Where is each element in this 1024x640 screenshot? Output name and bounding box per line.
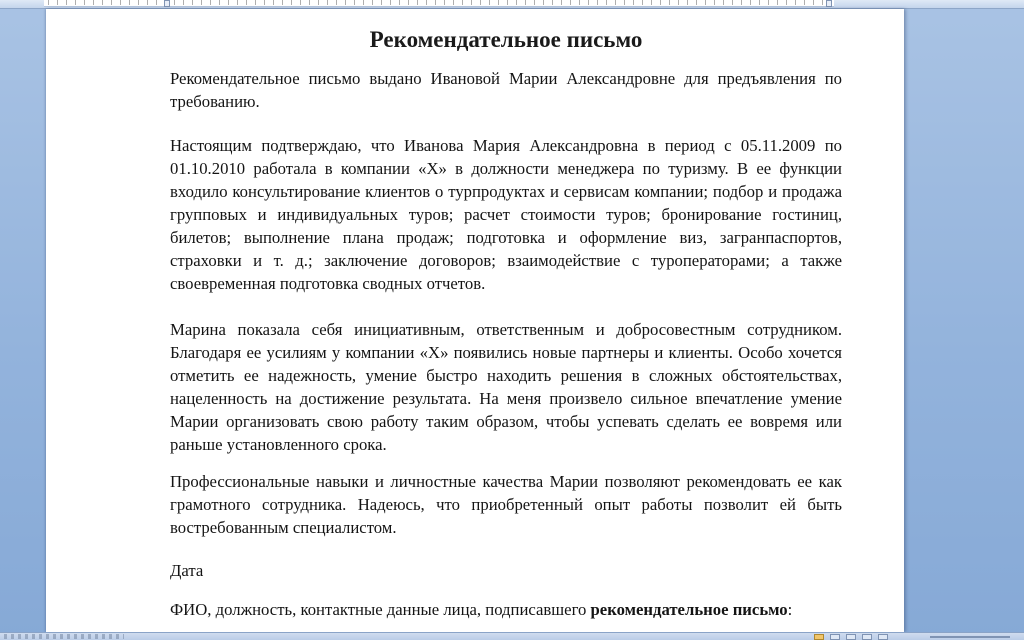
paragraph-qualities: Марина показала себя инициативным, ответственным и добросовестным сотрудником. Благодаря ее усилиям у компании «Х» появились новые партнеры и клиенты. Особо хочется отметить ее надежность, умение быстро находить решения в сложных обстоятельствах, нацеленность на достижение результата. На меня произвело сильное впечатление умение Марии организовать свою работу таким образом, чтобы успевать сделать ее вовремя или раньше установленного срока.	[170, 320, 842, 454]
date-label: Дата	[170, 561, 204, 580]
draft-view-icon[interactable]	[878, 634, 888, 640]
right-indent-marker[interactable]	[826, 0, 832, 7]
horizontal-ruler[interactable]	[0, 0, 1024, 9]
status-info	[4, 634, 124, 639]
signature-suffix: :	[787, 600, 793, 619]
paragraph-intro: Рекомендательное письмо выдано Ивановой Марии Александровне для предъявления по требованию.	[170, 69, 842, 111]
left-indent-marker[interactable]	[164, 0, 170, 7]
status-bar	[0, 632, 1024, 640]
full-screen-view-icon[interactable]	[830, 634, 840, 640]
document-page[interactable]	[46, 9, 904, 632]
paragraph-employment: Настоящим подтверждаю, что Иванова Мария Александровна в период с 05.11.2009 по 01.10.2010 работала в компании «Х» в должности менеджера по туризму. В ее функции входило консультирование клиентов о турпродуктах и сервисам компании; подбор и продажа групповых и индивидуальных туров; расчет стоимости туров; бронирование гостиниц, билетов; выполнение плана продаж; подготовка и оформление виз, загранпаспортов, страховки и т. д.; заключение договоров; взаимодействие с туроператорами; а также своевременная подготовка сводных отчетов.	[170, 136, 842, 293]
paragraph-recommendation: Профессиональные навыки и личностные качества Марии позволяют рекомендовать ее как грамотного сотрудника. Надеюсь, что приобретенный опыт работы позволит ей быть востребованным специалистом.	[170, 472, 842, 537]
signature-bold-text: рекомендательное письмо	[590, 600, 788, 619]
signature-text: ФИО, должность, контактные данные лица, подписавшего	[170, 600, 587, 619]
zoom-slider[interactable]	[930, 636, 1010, 638]
signature-line	[170, 598, 842, 621]
outline-view-icon[interactable]	[862, 634, 872, 640]
document-title: Рекомендательное письмо	[369, 27, 643, 52]
web-layout-view-icon[interactable]	[846, 634, 856, 640]
print-layout-view-icon[interactable]	[814, 634, 824, 640]
